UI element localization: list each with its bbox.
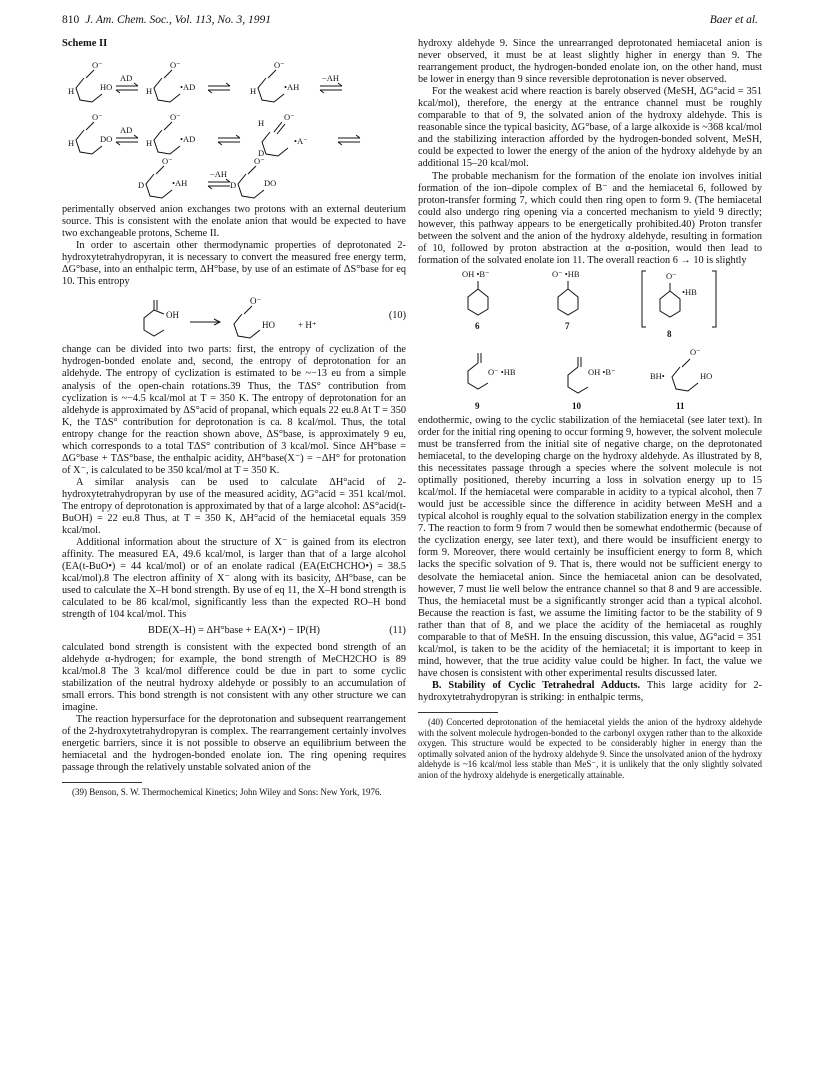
eq10-ho: HO xyxy=(262,320,275,331)
label-ho: HO xyxy=(700,370,713,381)
right-paragraph-4: endothermic, owing to the cyclic stabilization of the hemiacetal (see later text). In order for the initial ring opening to occur forming 9, however, the solvent molecule must be transferred from the initial site of negative charge, on the deprotonated hemiacetal, to the developing charge on the hydroxy aldehyde. As illustrated by 8, this necessitates passage through a species where the solvent molecule is not optimally positioned, thereby incurring a loss in solvation energy up to 15 kcal/mol. If the hemiacetal were comparable in acidity to a typical alcohol, then 7 would just be accessible since the difference in acidity between MeSH and a typical alcohol is roughly equal to the solvation stabilization energy in the complex 7. The reaction to form 9 from 7 would then be somewhat endothermic (because of the cyclization energy, see later text), and there would be insufficient energy to form 9. Moreover, there would certainly be insufficient energy to form 8, which lacks the specific solvation of 9. That is, there would not be sufficient energy to desolvate the hemiacetal anion. Since the hemiacetal anion can be desolvated, however, 7 must lie well below the entrance channel so that 8 and 9 are accessible. Thus, the hemiacetal must be a significantly stronger acid than a typical alcohol. Because the reaction is fast, we assume the limiting factor to be the stability of 9 rather than that of 8, and we place the acidity of the hemiacetal as roughly comparable to that of MeSH. In the ensuing discussion, this value, ΔG°acid = 351 kcal/mol, is taken to be the acidity of the hemiacetal; it is important to keep in mind, however, that the true acidity value could be higher. In fact, the value we have chosen is consistent with other experimental results discussed later. xyxy=(418,414,762,679)
label-o-minus: O⁻ xyxy=(170,60,181,71)
label-minus-ah: −AH xyxy=(322,73,340,84)
equation-11 xyxy=(62,625,406,637)
compound-number-8: 8 xyxy=(667,328,672,339)
label-ah: •AH xyxy=(172,178,188,189)
eq-arrow-1 xyxy=(116,83,138,93)
running-head-left xyxy=(62,14,271,26)
label-d: D xyxy=(258,148,265,159)
label-h: H xyxy=(68,138,75,149)
label-hb: •HB xyxy=(682,286,697,297)
label-oh-b: OH •B⁻ xyxy=(462,268,490,279)
eq10-oh-label: OH xyxy=(166,310,179,321)
compound-number-9: 9 xyxy=(475,400,480,411)
right-paragraph-3: The probable mechanism for the formation of the enolate ion involves initial formation of the ion–dipole complex of B⁻ and the hemiacetal 6, followed by proton-transfer forming 7, which could then ring open to form 9. (The hemiacetal could also undergo ring opening via a concerted mechanism to yield 9 directly; however, this pathway appears to be energetically prohibited.40) Proton transfer between the solvent and the anion of the hydroxy aldehyde, resulting in formation of 10, followed by proton abstraction at the α-position, would then lead to formation of the solvated enolate ion 11. The overall reaction 6 → 10 is slightly xyxy=(418,170,762,266)
left-paragraph-2: In order to ascertain other thermodynamic properties of deprotonated 2-hydroxytetrahydropyran, it is necessary to convert the measured free energy term, ΔG°base, into an enthalpic term, ΔH°base, by use of an estimate of ΔS°base for eq 10. This entropy xyxy=(62,240,406,288)
journal-citation: J. Am. Chem. Soc., Vol. 113, No. 3, 1991 xyxy=(85,14,272,26)
label-o-minus: O⁻ xyxy=(254,156,265,167)
eq10-o-minus: O⁻ xyxy=(250,296,262,307)
label-o-minus: O⁻ xyxy=(666,270,677,281)
label-o-hb: O⁻ •HB xyxy=(552,268,580,279)
chain-10 xyxy=(568,367,588,393)
reaction-arrow xyxy=(190,319,220,325)
eq-arrow-5 xyxy=(218,135,240,145)
chain-9 xyxy=(468,363,488,389)
page-header xyxy=(62,14,758,30)
label-o-minus: O⁻ xyxy=(284,112,295,123)
left-paragraph-4: A similar analysis can be used to calculate ΔH°acid of 2-hydroxytetrahydropyran by use of the measured acidity, ΔG°acid = 351 kcal/mol. The entropy of deprotonation is approximated by that of a large alcohol: ΔS°acid(t-BuOH) = 22 eu.8 Thus, at T = 350 K, ΔH°acid of the hemiacetal equals 359 kcal/mol. xyxy=(62,476,406,537)
section-heading-b: B. Stability of Cyclic Tetrahedral Adducts. xyxy=(432,679,641,691)
left-paragraph-5: Additional information about the structure of X⁻ is gained from its electron affinity. The measured EA, 49.6 kcal/mol, is larger than that of a large alcohol (EA(t-BuO•) = 44 kcal/mol) or of an enolate radical (EA(EtCHCHO•) = 38.5 kcal/mol).8 The electron affinity of X⁻ along with its basicity, ΔH°base, can be used to calculate the X–H bond strength. By use of eq 11, the X–H bond strength is calculated to be 86 kcal/mol, significantly less than the expected RO–H bond strength of 104 kcal/mol. This xyxy=(62,537,406,621)
label-o-minus: O⁻ xyxy=(162,156,173,167)
ring-1a xyxy=(76,78,102,102)
footnote-40 xyxy=(418,717,762,781)
scheme-title: Scheme II xyxy=(62,38,108,49)
label-ad-dot: •AD xyxy=(180,82,196,93)
label-o-minus: O⁻ xyxy=(170,112,181,123)
ring-2a xyxy=(76,130,102,154)
label-h: H xyxy=(250,86,257,97)
running-head-authors: Baer et al. xyxy=(709,14,758,26)
compound-number-10: 10 xyxy=(572,400,581,411)
footnote-rule xyxy=(62,782,142,783)
footnote-40-text: (40) Concerted deprotonation of the hemiacetal yields the anion of the hydroxy aldehyde with the solvent molecule hydrogen-bonded to the carbonyl oxygen rather than to the alkoxide oxygen. This structure would be expected to be considerably higher in energy than the optimally solvated anion of the hydroxy aldehyde 9. Since the unsolvated anion of the hydroxy aldehyde is ~16 kcal/mol less stable than MeS⁻, it is unlikely that the only slightly solvated anion of the hydroxy aldehyde is energetically attainable. xyxy=(418,717,762,780)
left-paragraph-7: The reaction hypersurface for the deprotonation and subsequent rearrangement of the 2-hydroxytetrahydropyran is complex. The rearrangement certainly involves energetic barriers, since it is not possible to observe an equilibrium between the hemiacetal and the hydrogen-bonded enolate ion. The ring opening requires passage through the relatively unstable solvated anion of the xyxy=(62,713,406,773)
ring-8 xyxy=(660,291,680,317)
left-paragraph-1: perimentally observed anion exchanges two protons with an external deuterium source. This is consistent with the enolate anion that would be expected to have two exchangeable protons, Scheme II. xyxy=(62,204,406,240)
compound-number-6: 6 xyxy=(475,320,480,331)
eq10-plus-h: + H⁺ xyxy=(298,320,317,331)
label-ho: HO xyxy=(100,82,113,93)
label-o-hb: O⁻ •HB xyxy=(488,366,516,377)
label-bh: BH• xyxy=(650,370,665,381)
label-o-minus: O⁻ xyxy=(92,112,103,123)
ring-3b xyxy=(238,174,264,198)
label-o-minus: O⁻ xyxy=(274,60,285,71)
eq-arrow-2 xyxy=(208,83,230,93)
compound-number-11: 11 xyxy=(676,400,685,411)
footnote-39 xyxy=(62,787,406,798)
label-h: H xyxy=(68,86,75,97)
right-column xyxy=(418,38,762,781)
ring-7 xyxy=(558,289,578,315)
label-do: DO xyxy=(264,178,277,189)
ring-3a xyxy=(146,174,172,198)
right-paragraph-2: For the weakest acid where reaction is barely observed (MeSH, ΔG°acid = 351 kcal/mol), therefore, the energy at the entrance channel must be roughly comparable to that of 9, the solvated anion of the hydroxy aldehyde. This is reasonable since the typical basicity, ΔG°base, of a large alkoxide is ~368 kcal/mol and the stabilizing interaction afforded by the hydrogen-bonded solvent, MeSH, could be expected to lower the energy of the anion of the hydroxy aldehyde by an additional 15–20 kcal/mol. xyxy=(418,86,762,170)
left-column xyxy=(62,38,406,798)
ring-1c xyxy=(258,78,284,102)
equation-10 xyxy=(62,292,406,340)
ring-2c xyxy=(262,132,288,156)
left-paragraph-6: calculated bond strength is consistent with the expected bond strength of an aldehyde α-hydrogen; for example, the bond strength of MeCH2CHO is 89 kcal/mol.8 The 3 kcal/mol difference could be due in part to some cyclic stabilization of the neutral hydroxy aldehyde or possibly to an accumulation of small errors. This bond strength is not consistent with any other structure we can imagine. xyxy=(62,641,406,713)
label-minus-ah: −AH xyxy=(210,169,228,180)
label-d: D xyxy=(230,180,237,191)
ring-2b xyxy=(154,130,180,154)
eq-arrow-7 xyxy=(208,179,230,189)
label-a-dot: •A⁻ xyxy=(294,136,308,147)
label-ad-dot: •AD xyxy=(180,134,196,145)
compound-number-7: 7 xyxy=(565,320,570,331)
left-paragraph-3: change can be divided into two parts: first, the entropy of cyclization of the hydrogen-bonded enolate and, second, the entropy of deprotonation for an aldehyde. The entropy of cyclization is estimated to be ~−13 eu from a simple analysis of the open-chain rotations.39 Thus, the TΔS° contribution from cyclization is ~−4.5 kcal/mol at T = 350 K. The entropy of deprotonation for an aldehyde is approximated by ΔS°acid of propanal, which equals 22 eu.8 At T = 350 K, the TΔS° contribution for deprotonation is ca. 8 kcal/mol. Thus, the total entropy change for the reaction shown above, ΔS°base, is approximately 9 eu, which corresponds to a total TΔS° contribution of 3 kcal/mol. Since ΔH°base = ΔG°base + TΔS°base, the enthalpic acidity, ΔH°base(X⁻) = −ΔH° for protonation of X⁻, is calculated to be 350 kcal/mol at T = 350 K. xyxy=(62,344,406,476)
label-o-minus: O⁻ xyxy=(92,60,103,71)
label-ah: •AH xyxy=(284,82,300,93)
scheme-ii-diagram xyxy=(62,52,406,204)
label-ad: AD xyxy=(120,125,133,136)
eq-arrow-6 xyxy=(338,135,360,145)
right-paragraph-1: hydroxy aldehyde 9. Since the unrearranged deprotonated hemiacetal anion is never observed, it must be at least slightly higher in energy than 9. The rearrangement product, the hydrogen-bonded enolate ion, on the other hand, must be lower in energy than 9 since reversible deprotonation is never observed. xyxy=(418,38,762,86)
ring-6 xyxy=(468,289,488,315)
equation-11-text: BDE(X–H) = ΔH°base + EA(X•) − IP(H) xyxy=(148,625,320,637)
equation-10-structures xyxy=(62,292,362,340)
equation-11-number: (11) xyxy=(389,625,406,637)
footnote-39-text: (39) Benson, S. W. Thermochemical Kinetics; John Wiley and Sons: New York, 1976. xyxy=(72,787,382,798)
label-ad: AD xyxy=(120,73,133,84)
page-number: 810 xyxy=(62,14,80,26)
footnote-rule xyxy=(418,712,498,713)
label-o-minus: O⁻ xyxy=(690,346,701,357)
label-h: H xyxy=(146,138,153,149)
label-d: D xyxy=(138,180,145,191)
right-paragraph-5: This large acidity for 2-hydroxytetrahydropyran is striking: in enthalpic terms, xyxy=(418,679,763,703)
structures-6-to-11 xyxy=(418,267,762,415)
ring-1b xyxy=(154,78,180,102)
ring-11 xyxy=(672,367,698,391)
equation-10-number: (10) xyxy=(388,310,406,322)
bracket-8 xyxy=(642,271,716,327)
label-oh-b: OH •B⁻ xyxy=(588,366,616,377)
eq-arrow-3 xyxy=(320,83,342,93)
label-h: H xyxy=(146,86,153,97)
label-h: H xyxy=(258,118,265,129)
label-do: DO xyxy=(100,134,113,145)
eq-arrow-4 xyxy=(116,135,138,145)
